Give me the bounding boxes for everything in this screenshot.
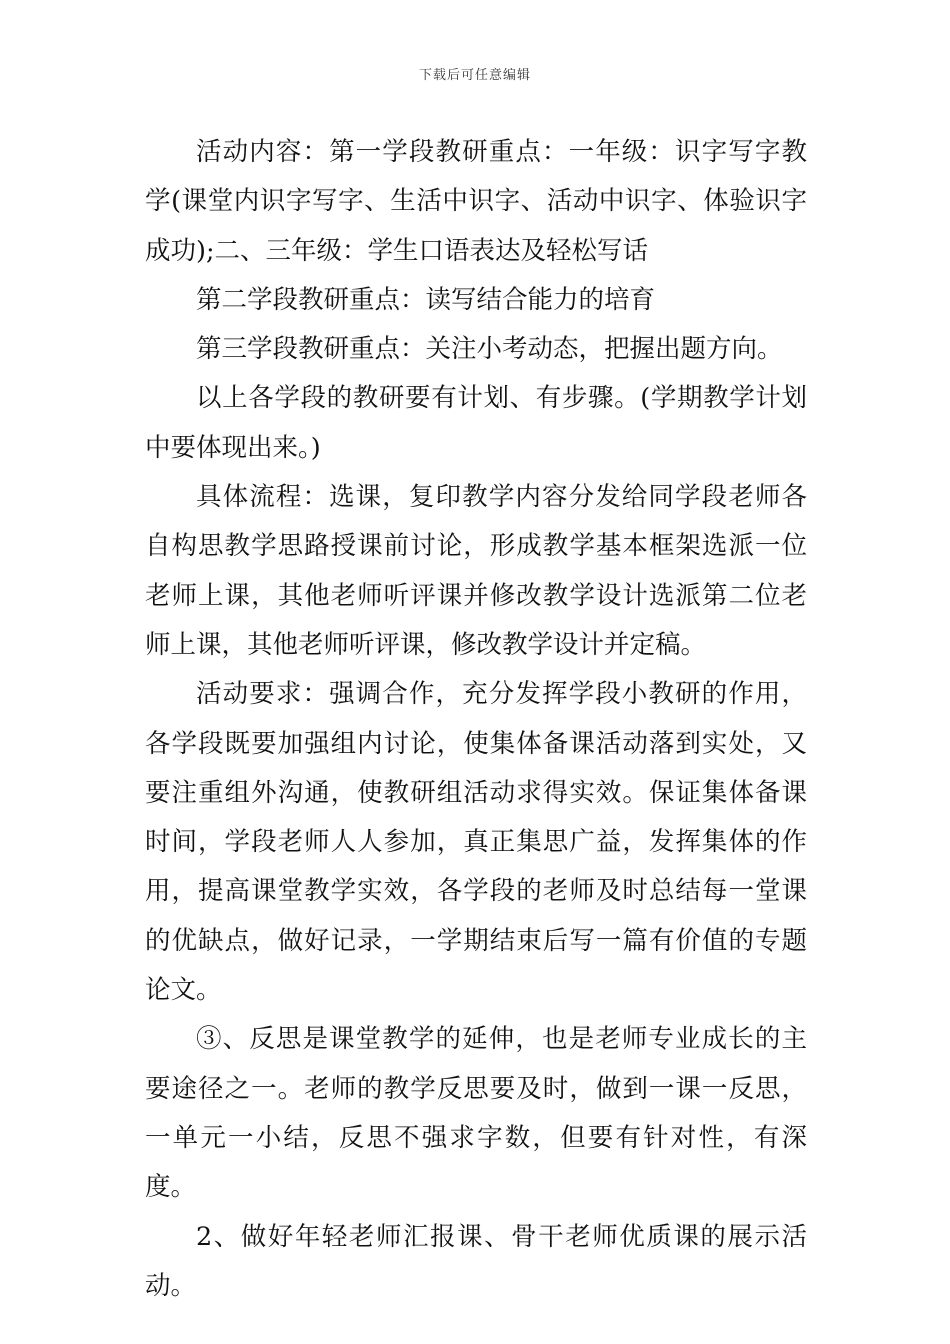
paragraph-plan-note: 以上各学段的教研要有计划、有步骤。(学期教学计划中要体现出来。) — [145, 383, 807, 463]
paragraph-third-stage: 第三学段教研重点：关注小考动态，把握出题方向。 — [196, 334, 783, 365]
document-body — [145, 128, 807, 1311]
paragraph-requirements: 活动要求：强调合作，充分发挥学段小教研的作用，各学段既要加强组内讨论，使集体备课活动落到实处，又要注重组外沟通，使教研组活动求得实效。保证集体备课时间，学段老师人人参加，真正集思广益，发挥集体的作用，提高课堂教学实效，各学段的老师及时总结每一堂课的优缺点，做好记录，一学期结束后写一篇有价值的专题论文。 — [145, 679, 807, 1006]
paragraph-process: 具体流程：选课，复印教学内容分发给同学段老师各自构思教学思路授课前讨论，形成教学基本框架选派一位老师上课，其他老师听评课并修改教学设计选派第二位老师上课，其他老师听评课，修改教学设计并定稿。 — [145, 482, 807, 660]
paragraph-activity-content: 活动内容：第一学段教研重点：一年级：识字写字教学(课堂内识字写字、生活中识字、活动中识字、体验识字成功);二、三年级：学生口语表达及轻松写话 — [145, 137, 807, 266]
page-header: 下载后可任意编辑 — [418, 68, 531, 83]
paragraph-second-stage: 第二学段教研重点：读写结合能力的培育 — [196, 284, 656, 315]
paragraph-showcase: 2、做好年轻老师汇报课、骨干老师优质课的展示活动。 — [145, 1221, 807, 1301]
paragraph-reflection: ③、反思是课堂教学的延伸，也是老师专业成长的主要途径之一。老师的教学反思要及时，做到一课一反思，一单元一小结，反思不强求字数，但要有针对性，有深度。 — [145, 1024, 807, 1203]
